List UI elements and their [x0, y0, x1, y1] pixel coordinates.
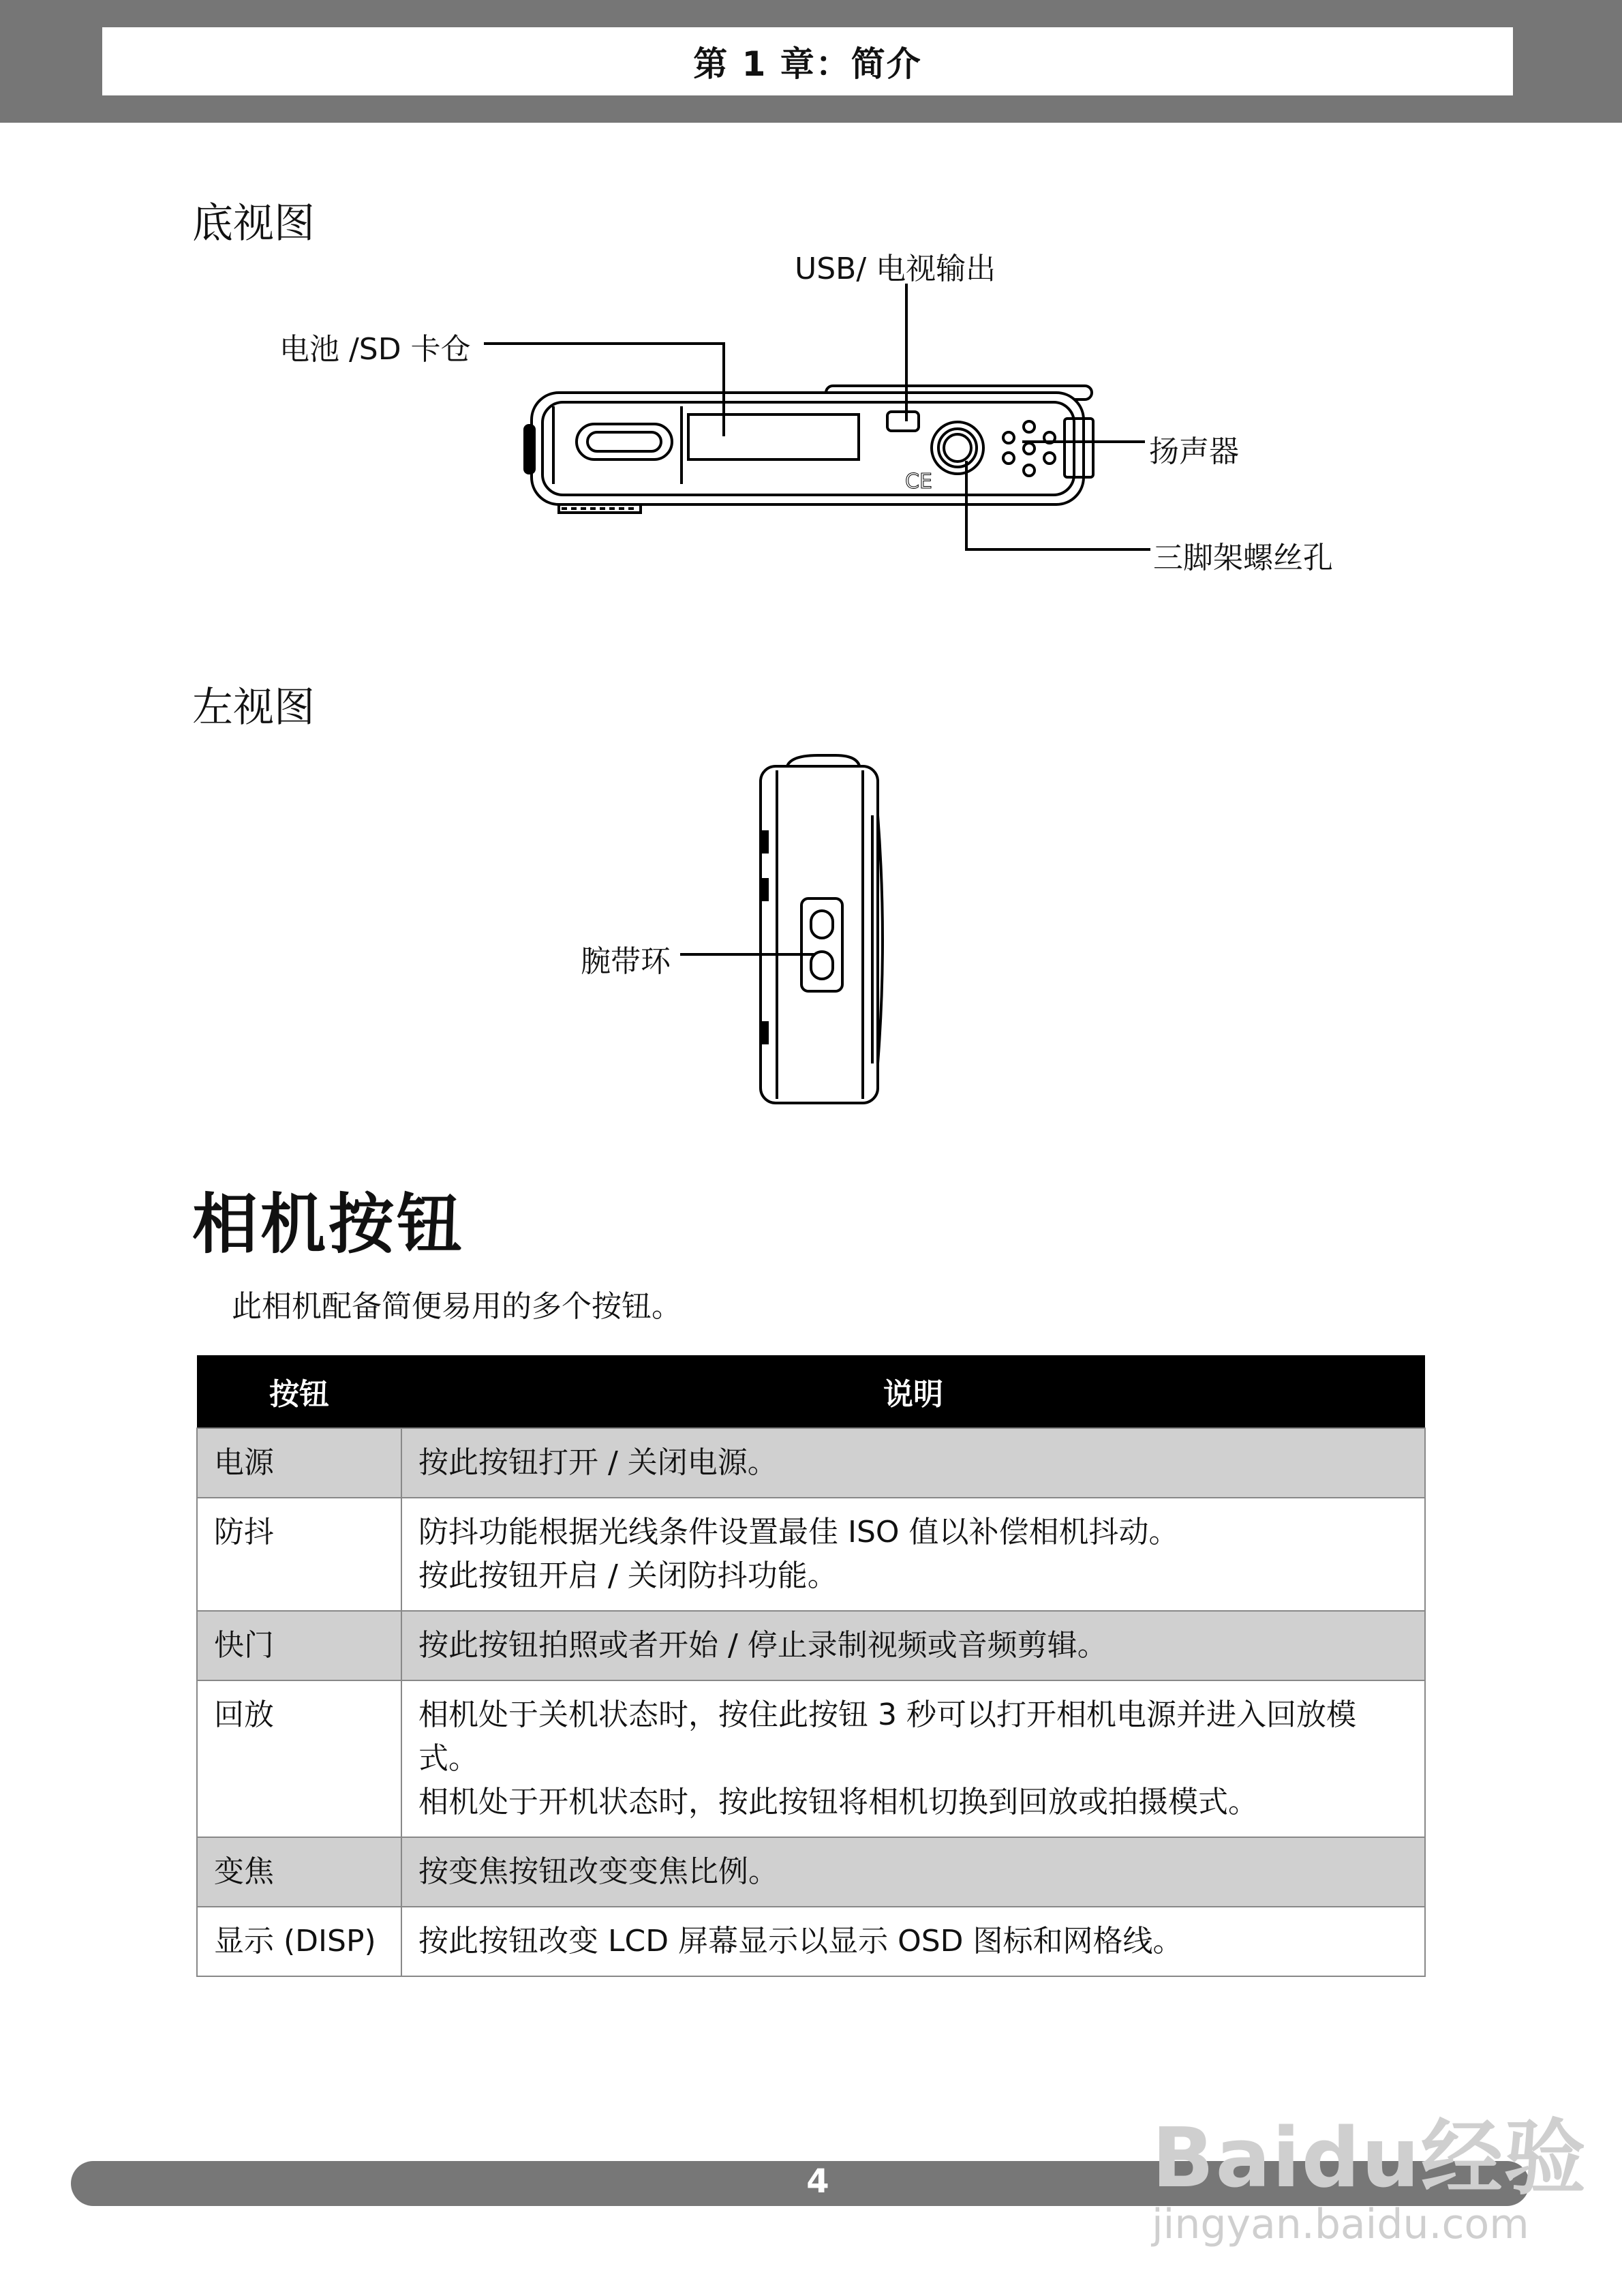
desc-line: 防抖功能根据光线条件设置最佳 ISO 值以补偿相机抖动。: [418, 1515, 1179, 1550]
label-battery-sd: 电池 /SD 卡仓: [279, 332, 471, 367]
watermark-url: jingyan.baidu.com: [1152, 2201, 1529, 2248]
button-name: 快门: [197, 1611, 401, 1680]
button-name: 显示 (DISP): [197, 1907, 401, 1976]
button-desc: [401, 1611, 1425, 1680]
table-row: [197, 1680, 1425, 1837]
camera-left-view: [761, 755, 883, 1103]
button-desc: [401, 1837, 1425, 1907]
desc-line: 按变焦按钮改变变焦比例。: [418, 1854, 778, 1889]
button-name: 电源: [197, 1428, 401, 1498]
chapter-title: 第 1 章：简介: [102, 27, 1513, 95]
bottom-view-heading: 底视图: [192, 200, 315, 247]
page-number: 4: [806, 2162, 829, 2201]
section-title: 相机按钮: [192, 1186, 465, 1263]
table-header-button: 按钮: [197, 1355, 401, 1428]
button-name: 防抖: [197, 1498, 401, 1611]
svg-text:CE: CE: [905, 470, 932, 494]
button-desc: [401, 1428, 1425, 1498]
label-speaker: 扬声器: [1149, 434, 1239, 469]
camera-bottom-view: [525, 386, 1093, 513]
watermark-brand: Baidu经验: [1152, 2111, 1587, 2206]
table-row: [197, 1837, 1425, 1907]
desc-line: 按此按钮开启 / 关闭防抖功能。: [418, 1558, 838, 1593]
desc-line: 按此按钮改变 LCD 屏幕显示以显示 OSD 图标和网格线。: [418, 1924, 1183, 1959]
table-header-desc: 说明: [401, 1355, 1425, 1428]
table-row: [197, 1428, 1425, 1498]
button-desc: [401, 1680, 1425, 1837]
desc-line: 按此按钮拍照或者开始 / 停止录制视频或音频剪辑。: [418, 1628, 1107, 1663]
desc-line: 按此按钮打开 / 关闭电源。: [418, 1445, 778, 1480]
label-strap: 腕带环: [581, 944, 671, 979]
table-row: [197, 1498, 1425, 1611]
left-view-heading: 左视图: [192, 684, 315, 731]
section-intro: 此相机配备简便易用的多个按钮。: [232, 1289, 682, 1324]
table-row: [197, 1611, 1425, 1680]
desc-line: 相机处于开机状态时，按此按钮将相机切换到回放或拍摄模式。: [418, 1785, 1258, 1819]
desc-line: 相机处于关机状态时，按住此按钮 3 秒可以打开相机电源并进入回放模式。: [418, 1697, 1356, 1776]
buttons-table: [196, 1355, 1426, 1977]
table-header-row: [197, 1355, 1425, 1428]
label-tripod: 三脚架螺丝孔: [1153, 541, 1333, 575]
button-name: 变焦: [197, 1837, 401, 1907]
table-row: [197, 1907, 1425, 1976]
button-desc: [401, 1498, 1425, 1611]
button-desc: [401, 1907, 1425, 1976]
label-usb-tv-out: USB/ 电视输出: [795, 252, 996, 286]
button-name: 回放: [197, 1680, 401, 1837]
